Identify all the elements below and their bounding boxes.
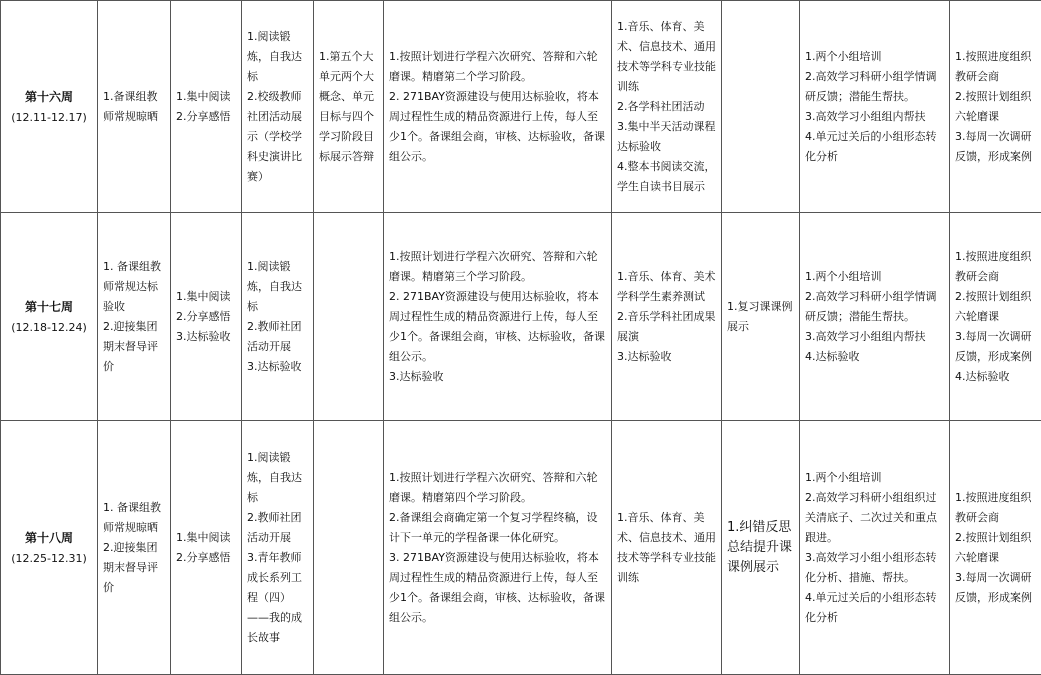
cell-line: 3.达标验收 [247,357,308,377]
week-name: 第十八周 [6,527,92,549]
cell-reading [171,421,242,675]
cell-line: 2. 271BAY资源建设与使用达标验收，将本周过程性生成的精品资源进行上传，每人至少1个。备课组会商，审核、达标验收，备课组公示。 [389,287,606,367]
cell-line: 1.按照计划进行学程六次研究、答辩和六轮磨课。精磨第四个学习阶段。 [389,468,606,508]
cell-teacher-routine [98,1,171,213]
cell-line: 1.音乐、体育、美术、信息技术、通用技术等学科专业技能训练 [617,508,716,588]
cell-course-study [384,421,612,675]
week-date-range: (12.25-12.31) [6,549,92,569]
cell-line: 1.音乐、体育、美术学科学生素养测试 [617,267,716,307]
cell-line: 1. 备课组教师常规达标验收 [103,257,165,317]
cell-line: 1.第五个大单元两个大概念、单元目标与四个学习阶段目标展示答辩 [319,47,378,167]
cell-study-groups [800,421,950,675]
cell-teacher-routine [98,421,171,675]
cell-line: 4.单元过关后的小组形态转化分析 [805,588,944,628]
cell-line: 3.每周一次调研反馈，形成案例 [955,327,1036,367]
cell-line: 3. 271BAY资源建设与使用达标验收，将本周过程性生成的精品资源进行上传，每人至少1个。备课组会商，审核、达标验收，备课组公示。 [389,548,606,628]
cell-line: 1.两个小组培训 [805,47,944,67]
cell-teaching-research [950,213,1041,421]
cell-line: 1.按照进度组织教研会商 [955,47,1036,87]
cell-line: 1. 备课组教师常规晾晒 [103,498,165,538]
cell-line: 1.集中阅读 [176,287,236,307]
cell-line: 2.音乐学科社团成果展演 [617,307,716,347]
cell-line: 2.高效学习科研小组学情调研反馈；潜能生帮扶。 [805,287,944,327]
cell-line: 1.按照进度组织教研会商 [955,488,1036,528]
cell-line: 2.按照计划组织六轮磨课 [955,528,1036,568]
cell-teacher-growth [242,421,314,675]
cell-line: 3.青年教师成长系列工程（四）——我的成长故事 [247,548,308,648]
cell-line: 1.按照进度组织教研会商 [955,247,1036,287]
cell-lesson-showcase [722,421,800,675]
cell-line: 3.高效学习小组组内帮扶 [805,327,944,347]
cell-unit-design [314,1,384,213]
cell-line: 1.两个小组培训 [805,468,944,488]
cell-line: 2.教师社团活动开展 [247,317,308,357]
cell-teacher-growth [242,213,314,421]
cell-course-study [384,1,612,213]
cell-line: 3.达标验收 [617,347,716,367]
cell-line: 4.达标验收 [805,347,944,367]
cell-line: 1.按照计划进行学程六次研究、答辩和六轮磨课。精磨第三个学习阶段。 [389,247,606,287]
cell-line: 2.教师社团活动开展 [247,508,308,548]
cell-line: 2.按照计划组织六轮磨课 [955,287,1036,327]
cell-line: 2. 271BAY资源建设与使用达标验收，将本周过程性生成的精品资源进行上传，每人至少1个。备课组会商，审核、达标验收，备课组公示。 [389,87,606,167]
cell-line: 1.阅读锻炼，自我达标 [247,448,308,508]
cell-lesson-showcase [722,213,800,421]
cell-teaching-research [950,421,1041,675]
cell-line: 1.集中阅读 [176,528,236,548]
cell-line: 2.迎接集团期末督导评价 [103,538,165,598]
cell-subject-activities [612,421,722,675]
cell-line: 1.阅读锻炼，自我达标 [247,27,308,87]
cell-line: 2.迎接集团期末督导评价 [103,317,165,377]
cell-teaching-research [950,1,1041,213]
cell-reading [171,1,242,213]
cell-subject-activities [612,213,722,421]
cell-line: 3.达标验收 [389,367,606,387]
cell-teacher-growth [242,1,314,213]
cell-lesson-showcase [722,1,800,213]
week-cell [1,421,98,675]
week-name: 第十七周 [6,296,92,318]
cell-line: 2.分享感悟 [176,107,236,127]
cell-line: 1.复习课课例展示 [727,297,794,337]
cell-line: 2.各学科社团活动 [617,97,716,117]
week-cell [1,213,98,421]
cell-line: 1.集中阅读 [176,87,236,107]
cell-reading [171,213,242,421]
cell-line: 4.单元过关后的小组形态转化分析 [805,127,944,167]
cell-line: 3.每周一次调研反馈，形成案例 [955,568,1036,608]
cell-line: 3.集中半天活动课程达标验收 [617,117,716,157]
cell-line: 2.高效学习科研小组学情调研反馈；潜能生帮扶。 [805,67,944,107]
table-row [1,421,1041,675]
cell-line: 2.备课组会商确定第一个复习学程终稿，设计下一单元的学程备课一体化研究。 [389,508,606,548]
cell-line: 4.整本书阅读交流，学生自读书目展示 [617,157,716,197]
table-row [1,213,1041,421]
cell-line: 4.达标验收 [955,367,1036,387]
cell-line: 1.按照计划进行学程六次研究、答辩和六轮磨课。精磨第二个学习阶段。 [389,47,606,87]
cell-line: 3.达标验收 [176,327,236,347]
cell-line: 3.高效学习小组组内帮扶 [805,107,944,127]
cell-line: 1.纠错反思总结提升课课例展示 [727,518,794,578]
table-row [1,1,1041,213]
week-cell [1,1,98,213]
cell-line: 2.高效学习科研小组组织过关清底子、二次过关和重点跟进。 [805,488,944,548]
cell-line: 1.阅读锻炼，自我达标 [247,257,308,317]
cell-unit-design [314,421,384,675]
cell-unit-design [314,213,384,421]
cell-line: 1.备课组教师常规晾晒 [103,87,165,127]
cell-study-groups [800,1,950,213]
cell-line: 2.按照计划组织六轮磨课 [955,87,1036,127]
cell-teacher-routine [98,213,171,421]
cell-course-study [384,213,612,421]
cell-line: 2.分享感悟 [176,548,236,568]
cell-line: 2.校级教师社团活动展示（学校学科史演讲比赛） [247,87,308,187]
cell-line: 3.每周一次调研反馈，形成案例 [955,127,1036,167]
week-date-range: (12.18-12.24) [6,318,92,338]
cell-line: 1.音乐、体育、美术、信息技术、通用技术等学科专业技能训练 [617,17,716,97]
schedule-body [1,1,1041,675]
cell-study-groups [800,213,950,421]
week-name: 第十六周 [6,86,92,108]
cell-subject-activities [612,1,722,213]
cell-line: 2.分享感悟 [176,307,236,327]
cell-line: 1.两个小组培训 [805,267,944,287]
week-date-range: (12.11-12.17) [6,108,92,128]
cell-line: 3.高效学习小组小组形态转化分析、措施、帮扶。 [805,548,944,588]
